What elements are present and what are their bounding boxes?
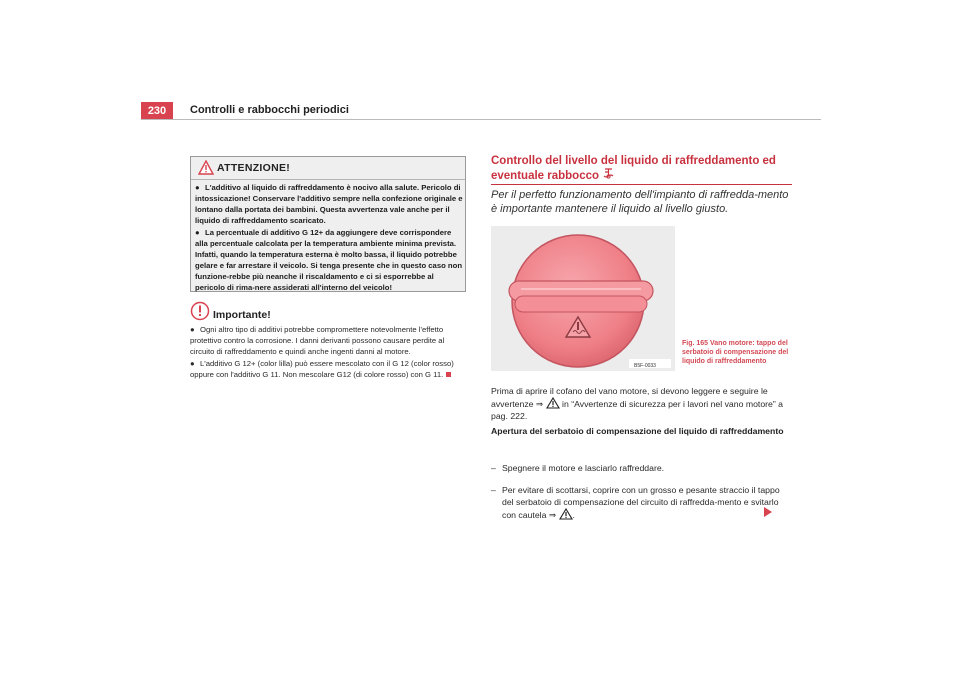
- step-text: [491, 484, 791, 521]
- procedure-heading: Apertura del serbatoio di compensazione del liquido di raffreddamento: [491, 426, 784, 436]
- step-text-part: Per evitare di scottarsi, coprire con un grosso e pesante straccio il tappo del serbatoio di compensazione del circuito di raffredda-mento e svitarlo con cautela ⇒: [502, 485, 780, 520]
- exclamation-circle-icon: [190, 301, 210, 321]
- warning-item-text: L'additivo al liquido di raffreddamento è nocivo alla salute. Pericolo di intossicazione! Conservare l'additivo sempre nella confezione originale e lontano dalla portata dei bambini. Questa avvertenza vale anche per il liquido di raffreddamento scaricato.: [195, 183, 463, 225]
- important-item-text: Ogni altro tipo di additivi potrebbe compromettere notevolmente l'effetto protettivo contro la corrosione. I danni derivanti possono causare perdite al circuito di raffreddamento e quindi anche ingenti danni al motore.: [190, 325, 445, 356]
- step-text: Spegnere il motore e lasciarlo raffreddare.: [502, 463, 665, 473]
- figure-caption: Fig. 165 Vano motore: tappo del serbatoio di compensazione del liquido di raffreddamento: [682, 340, 789, 365]
- warning-triangle-icon: [198, 160, 214, 175]
- important-item: ● Ogni altro tipo di additivi potrebbe compromettere notevolmente l'effetto protettivo contro la corrosione. I danni derivanti possono causare perdite al circuito di raffreddamento e quindi anche ingenti danni al motore.: [190, 325, 445, 356]
- paragraph-text: Prima di aprire il cofano del vano motore, si devono leggere e seguire le avvertenze ⇒: [491, 386, 768, 409]
- engine-coolant-icon: [602, 168, 616, 180]
- next-page-arrow-icon[interactable]: [763, 506, 773, 518]
- header-divider: [141, 119, 821, 120]
- topic-title: [491, 154, 791, 183]
- warning-header: [191, 157, 465, 180]
- step-text-part: .: [572, 510, 575, 520]
- coolant-cap-illustration: [491, 226, 675, 371]
- end-of-section-mark: [446, 372, 451, 377]
- important-title: Importante!: [213, 309, 271, 321]
- step-dash: –: [491, 485, 496, 495]
- warning-title: ATTENZIONE!: [217, 162, 291, 174]
- coolant-cap-figure: [491, 226, 675, 371]
- warning-box: [190, 156, 466, 292]
- warning-item: ● L'additivo al liquido di raffreddamento è nocivo alla salute. Pericolo di intossicazione! Conservare l'additivo sempre nella confezione originale e lontano dalla portata dei bambini. Questa avvertenza vale anche per il liquido di raffreddamento scaricato.: [195, 183, 463, 225]
- section-title: Controlli e rabbocchi periodici: [190, 104, 349, 116]
- step-dash: –: [491, 463, 496, 473]
- procedure-step: [491, 462, 791, 474]
- topic-divider: [491, 184, 792, 185]
- warning-item-text: La percentuale di additivo G 12+ da aggiungere deve corrispondere alla percentuale calcolata per la temperatura ambiente minima prevista. Infatti, quando la temperatura esterna è molto bassa, il liquido potrebbe gelare e far arrestare il veicolo. Si tenga presente che in questo caso non funzione-rebbe più neanche il riscaldamento e ci si esporrebbe al pericolo di rima-nere assiderati all'interno del veicolo!: [195, 228, 463, 292]
- page-number: 230: [141, 102, 173, 120]
- important-item: ● L'additivo G 12+ (color lilla) può essere mescolato con il G 12 (color rosso) oppure con l'additivo G 11. Non mescolare G12 (di colore rosso) con G 11.: [190, 359, 454, 379]
- safety-reference-paragraph: [491, 385, 791, 422]
- topic-title-text: Controllo del livello del liquido di raffreddamento ed eventuale rabbocco: [491, 155, 776, 182]
- warning-triangle-icon: [546, 397, 560, 409]
- paragraph-text: in “Avvertenze di sicurezza per i lavori nel vano motore” a pag. 222.: [491, 399, 784, 421]
- warning-item: ● La percentuale di additivo G 12+ da aggiungere deve corrispondere alla percentuale calcolata per la temperatura ambiente minima prevista. Infatti, quando la temperatura esterna è molto bassa, il liquido potrebbe gelare e far arrestare il veicolo. Si tenga presente che in questo caso non funzione-rebbe più neanche il riscaldamento e ci si esporrebbe al pericolo di rima-nere assiderati all'interno del veicolo!: [195, 228, 463, 292]
- figure-code: B5F-0033: [634, 363, 656, 369]
- important-item-text: L'additivo G 12+ (color lilla) può essere mescolato con il G 12 (color rosso) oppure con l'additivo G 11. Non mescolare G12 (di colore rosso) con G 11.: [190, 359, 454, 379]
- warning-triangle-icon: [559, 508, 573, 520]
- procedure-step: [491, 484, 791, 521]
- topic-intro: Per il perfetto funzionamento dell'impianto di raffredda-mento è importante mantenere il liquido al livello giusto.: [491, 189, 789, 215]
